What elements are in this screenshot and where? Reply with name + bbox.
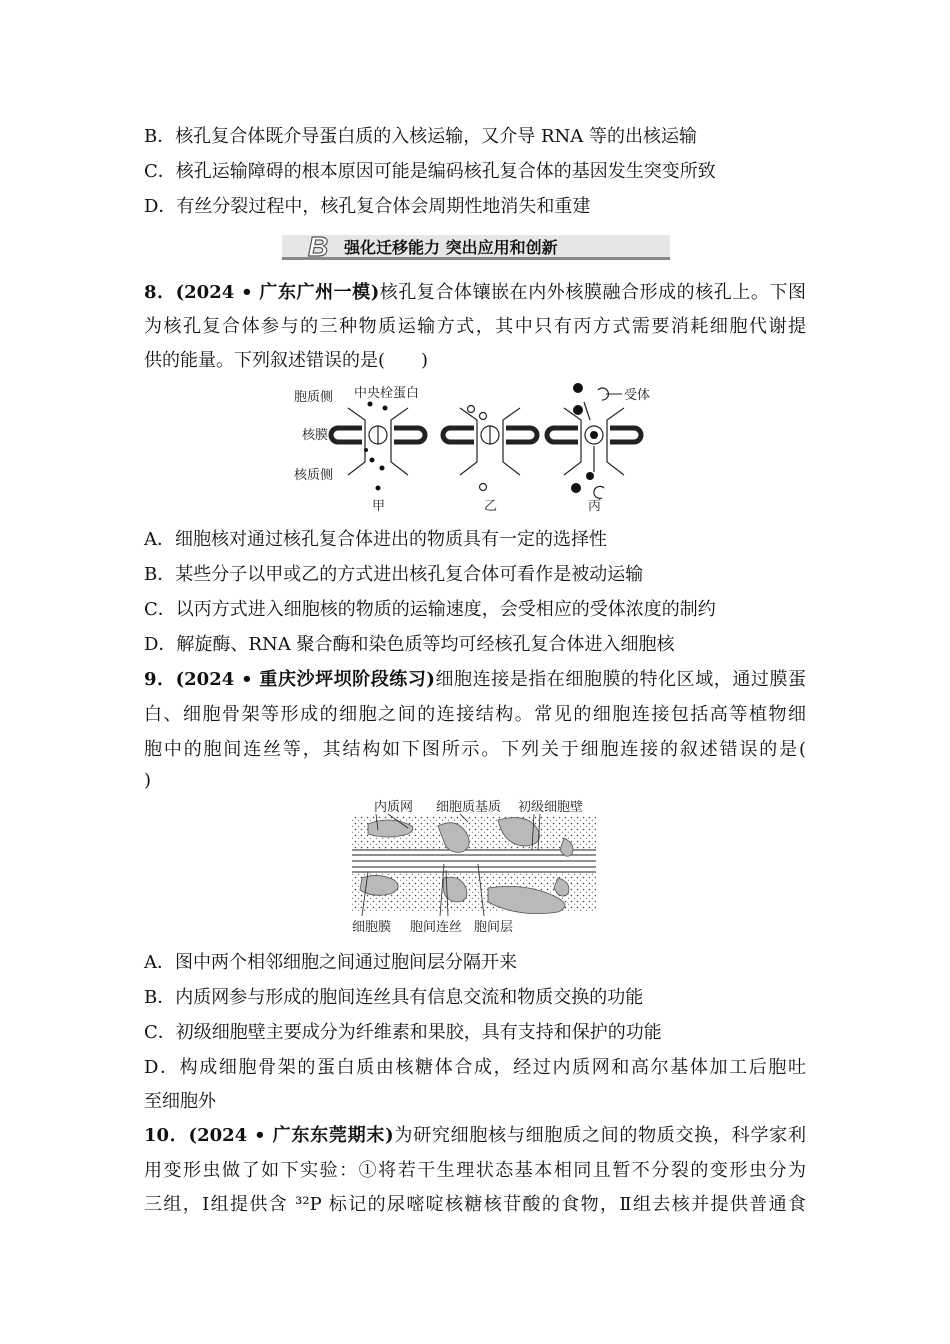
q7-option-b: B．核孔复合体既介导蛋白质的入核运输，又介导 RNA 等的出核运输 (144, 126, 697, 147)
banner-letter: B (308, 231, 329, 262)
q8-number: 8． (144, 282, 176, 303)
fig8-cytoplasm-side: 胞质侧 (294, 390, 334, 405)
q9-stem-line-4: ) (144, 770, 152, 791)
nuclear-pore-figure (290, 380, 670, 515)
q10-stem-line-1 (144, 1124, 806, 1148)
q10-stem-line-2: 用变形虫做了如下实验：①将若干生理状态基本相同且暂不分裂的变形虫分为 (144, 1160, 806, 1181)
q9-stem-text: 细胞连接是指在细胞膜的特化区域，通过膜蛋 (434, 669, 807, 690)
fig8-panel-jia: 甲 (372, 499, 386, 514)
fig8-central-plug: 中央栓蛋白 (354, 386, 420, 401)
banner-title: 强化迁移能力 突出应用和创新 (344, 238, 558, 257)
q8-option-a: A．细胞核对通过核孔复合体进出的物质具有一定的选择性 (144, 529, 607, 550)
fig8-nucleoplasm-side: 核质侧 (294, 468, 334, 483)
q8-option-b: B．某些分子以甲或乙的方式进出核孔复合体可看作是被动运输 (144, 564, 644, 585)
q9-option-a: A．图中两个相邻细胞之间通过胞间层分隔开来 (144, 952, 517, 973)
q8-stem-line-3: 供的能量。下列叙述错误的是( ) (144, 350, 429, 371)
q10-number: 10． (144, 1125, 189, 1146)
q8-source: (2024 • 广东广州一模) (175, 282, 380, 303)
fig9-membrane: 细胞膜 (352, 920, 392, 935)
q9-option-b: B．内质网参与形成的胞间连丝具有信息交流和物质交换的功能 (144, 987, 644, 1008)
q7-option-c: C．核孔运输障碍的根本原因可能是编码核孔复合体的基因发生突变所致 (144, 161, 716, 182)
q9-source: (2024 • 重庆沙坪坝阶段练习) (175, 669, 435, 690)
fig9-middle-lamella: 胞间层 (474, 920, 514, 935)
plasmodesma-figure (348, 798, 600, 940)
fig9-er: 内质网 (374, 800, 414, 815)
q8-stem-text: 核孔复合体镶嵌在内外核膜融合形成的核孔上。下图 (379, 282, 806, 303)
q10-stem-text: 为研究细胞核与细胞质之间的物质交换，科学家利 (393, 1125, 807, 1146)
q10-stem-line-3: 三组，Ⅰ组提供含 ³²P 标记的尿嘧啶核糖核苷酸的食物，Ⅱ组去核并提供普通食 (144, 1194, 806, 1215)
q9-option-d-line-2: 至细胞外 (144, 1091, 216, 1112)
fig8-panel-bing: 丙 (588, 499, 602, 514)
q8-stem-line-1 (144, 281, 806, 305)
q9-option-d-line-1: D．构成细胞骨架的蛋白质由核糖体合成，经过内质网和高尔基体加工后胞吐 (144, 1057, 806, 1078)
fig9-matrix: 细胞质基质 (436, 800, 502, 815)
q7-option-d: D．有丝分裂过程中，核孔复合体会周期性地消失和重建 (144, 196, 591, 217)
q8-option-d: D．解旋酶、RNA 聚合酶和染色质等均可经核孔复合体进入细胞核 (144, 634, 675, 655)
q9-number: 9． (144, 669, 176, 690)
q8-stem-line-2: 为核孔复合体参与的三种物质运输方式，其中只有丙方式需要消耗细胞代谢提 (144, 316, 806, 337)
q9-option-c: C．初级细胞壁主要成分为纤维素和果胶，具有支持和保护的功能 (144, 1022, 662, 1043)
q10-source: (2024 • 广东东莞期末) (188, 1125, 394, 1146)
q9-stem-line-1 (144, 668, 806, 692)
fig8-nuclear-membrane: 核膜 (302, 428, 329, 443)
section-banner (282, 229, 670, 263)
fig9-primary-wall: 初级细胞壁 (518, 800, 584, 815)
q9-stem-line-2: 白、细胞骨架等形成的细胞之间的连接结构。常见的细胞连接包括高等植物细 (144, 704, 806, 725)
fig8-panel-yi: 乙 (484, 499, 498, 514)
q8-option-c: C．以丙方式进入细胞核的物质的运输速度，会受相应的受体浓度的制约 (144, 599, 716, 620)
fig8-receptor: 受体 (624, 388, 651, 403)
fig9-plasmodesma: 胞间连丝 (410, 920, 463, 935)
q9-stem-line-3: 胞中的胞间连丝等，其结构如下图所示。下列关于细胞连接的叙述错误的是( (144, 739, 806, 760)
